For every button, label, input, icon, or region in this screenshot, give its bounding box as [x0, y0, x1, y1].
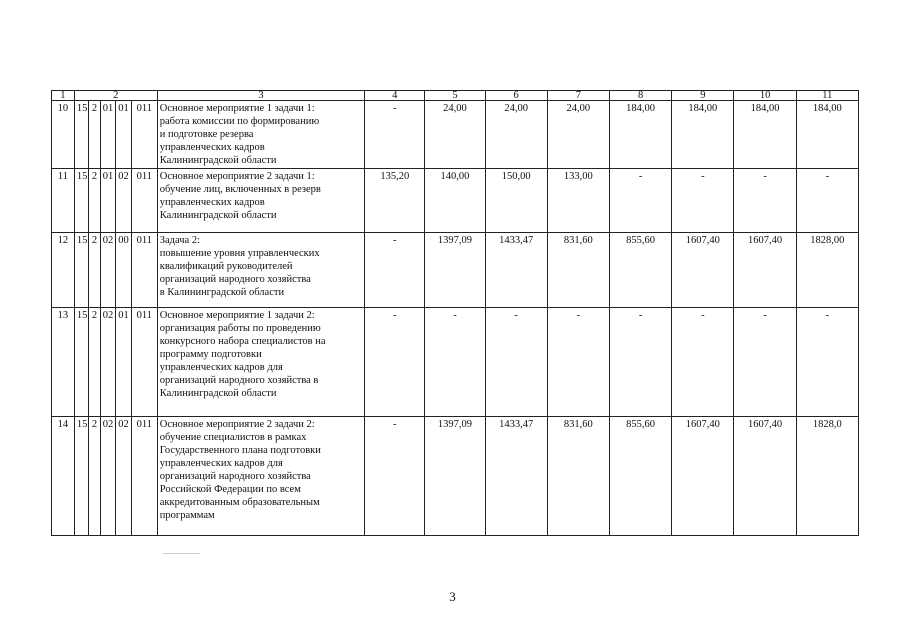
code-program: 15 — [74, 308, 89, 417]
code-subprogram: 2 — [89, 417, 100, 536]
value-cell: - — [425, 308, 485, 417]
description-line: организация работы по проведению — [159, 323, 321, 334]
page-number: 3 — [449, 589, 456, 604]
code-activity: 00 — [116, 233, 132, 308]
value-cell: - — [485, 308, 547, 417]
value-cell: - — [672, 308, 734, 417]
description-line: организаций народного хозяйства — [159, 471, 311, 482]
value-cell: 184,00 — [734, 101, 796, 169]
code-program: 15 — [74, 169, 89, 233]
value-cell: - — [609, 169, 671, 233]
description-line: программу подготовки — [159, 349, 262, 360]
code-subprogram: 2 — [89, 233, 100, 308]
value-cell: 150,00 — [485, 169, 547, 233]
value-cell: 24,00 — [425, 101, 485, 169]
table-row — [52, 169, 859, 233]
value-cell: 831,60 — [547, 417, 609, 536]
row-number: 12 — [52, 233, 75, 308]
description-line: Калининградской области — [159, 210, 277, 221]
description-line: обучение лиц, включенных в резерв — [159, 184, 321, 195]
value-cell: - — [796, 169, 858, 233]
description-line: квалификаций руководителей — [159, 261, 293, 272]
code-subprogram: 2 — [89, 169, 100, 233]
code-program: 15 — [74, 101, 89, 169]
value-cell: 184,00 — [609, 101, 671, 169]
description-line: Основное мероприятие 2 задачи 1: — [159, 171, 315, 182]
description-line: организаций народного хозяйства в — [159, 375, 319, 386]
description-line: и подготовке резерва — [159, 129, 254, 140]
table-row — [52, 417, 859, 536]
value-cell: - — [609, 308, 671, 417]
description-line: организаций народного хозяйства — [159, 274, 311, 285]
value-cell: 1607,40 — [734, 417, 796, 536]
code-department: 011 — [131, 233, 157, 308]
header-cell: 5 — [425, 91, 485, 101]
value-cell: - — [365, 417, 425, 536]
description-line: управленческих кадров — [159, 142, 265, 153]
header-cell: 9 — [672, 91, 734, 101]
description-line: работа комиссии по формированию — [159, 116, 320, 127]
code-department: 011 — [131, 101, 157, 169]
row-number: 10 — [52, 101, 75, 169]
header-cell: 7 — [547, 91, 609, 101]
value-cell: 1397,09 — [425, 417, 485, 536]
value-cell: - — [365, 101, 425, 169]
code-task: 01 — [100, 101, 116, 169]
description-line: управленческих кадров для — [159, 362, 283, 373]
header-cell: 6 — [485, 91, 547, 101]
value-cell: 1607,40 — [672, 417, 734, 536]
description-cell — [157, 169, 364, 233]
description-line: в Калининградской области — [159, 287, 285, 298]
code-department: 011 — [131, 308, 157, 417]
stray-line — [163, 553, 200, 554]
code-activity: 02 — [116, 417, 132, 536]
description-line: Калининградской области — [159, 388, 277, 399]
description-line: Государственного плана подготовки — [159, 445, 321, 456]
code-subprogram: 2 — [89, 308, 100, 417]
header-cell: 10 — [734, 91, 796, 101]
header-row — [52, 91, 859, 101]
description-line: Задача 2: — [159, 235, 201, 246]
code-task: 01 — [100, 169, 116, 233]
description-line: управленческих кадров для — [159, 458, 283, 469]
value-cell: 135,20 — [365, 169, 425, 233]
code-program: 15 — [74, 417, 89, 536]
code-activity: 01 — [116, 308, 132, 417]
value-cell: 1607,40 — [672, 233, 734, 308]
value-cell: 855,60 — [609, 233, 671, 308]
row-number: 11 — [52, 169, 75, 233]
header-cell: 3 — [157, 91, 364, 101]
value-cell: 1433,47 — [485, 417, 547, 536]
value-cell: - — [734, 308, 796, 417]
description-cell — [157, 308, 364, 417]
code-program: 15 — [74, 233, 89, 308]
header-cell: 1 — [52, 91, 75, 101]
code-department: 011 — [131, 169, 157, 233]
header-cell: 2 — [74, 91, 157, 101]
description-cell — [157, 417, 364, 536]
header-cell: 4 — [365, 91, 425, 101]
row-number: 14 — [52, 417, 75, 536]
description-line: обучение специалистов в рамках — [159, 432, 307, 443]
code-task: 02 — [100, 417, 116, 536]
value-cell: 1433,47 — [485, 233, 547, 308]
code-department: 011 — [131, 417, 157, 536]
description-line: Российской Федерации по всем — [159, 484, 301, 495]
description-line: Основное мероприятие 1 задачи 1: — [159, 103, 315, 114]
value-cell: 133,00 — [547, 169, 609, 233]
code-activity: 01 — [116, 101, 132, 169]
description-line: Калининградской области — [159, 155, 277, 166]
code-task: 02 — [100, 308, 116, 417]
table-row — [52, 101, 859, 169]
value-cell: 184,00 — [672, 101, 734, 169]
description-line: Основное мероприятие 1 задачи 2: — [159, 310, 315, 321]
description-line: аккредитованным образовательным — [159, 497, 320, 508]
value-cell: 140,00 — [425, 169, 485, 233]
value-cell: 184,00 — [796, 101, 858, 169]
description-cell — [157, 101, 364, 169]
description-line: управленческих кадров — [159, 197, 265, 208]
value-cell: - — [734, 169, 796, 233]
table-row — [52, 233, 859, 308]
code-subprogram: 2 — [89, 101, 100, 169]
value-cell: 855,60 — [609, 417, 671, 536]
header-cell: 8 — [609, 91, 671, 101]
header-cell: 11 — [796, 91, 858, 101]
code-task: 02 — [100, 233, 116, 308]
description-line: повышение уровня управленческих — [159, 248, 320, 259]
value-cell: 1607,40 — [734, 233, 796, 308]
description-line: программам — [159, 510, 215, 521]
value-cell: 1828,0 — [796, 417, 858, 536]
description-cell — [157, 233, 364, 308]
value-cell: - — [796, 308, 858, 417]
value-cell: 24,00 — [547, 101, 609, 169]
value-cell: 24,00 — [485, 101, 547, 169]
value-cell: - — [547, 308, 609, 417]
row-number: 13 — [52, 308, 75, 417]
code-activity: 02 — [116, 169, 132, 233]
value-cell: 1397,09 — [425, 233, 485, 308]
table-row — [52, 308, 859, 417]
budget-table — [51, 90, 859, 536]
value-cell: - — [365, 308, 425, 417]
value-cell: - — [672, 169, 734, 233]
value-cell: 831,60 — [547, 233, 609, 308]
value-cell: 1828,00 — [796, 233, 858, 308]
description-line: конкурсного набора специалистов на — [159, 336, 326, 347]
description-line: Основное мероприятие 2 задачи 2: — [159, 419, 315, 430]
value-cell: - — [365, 233, 425, 308]
